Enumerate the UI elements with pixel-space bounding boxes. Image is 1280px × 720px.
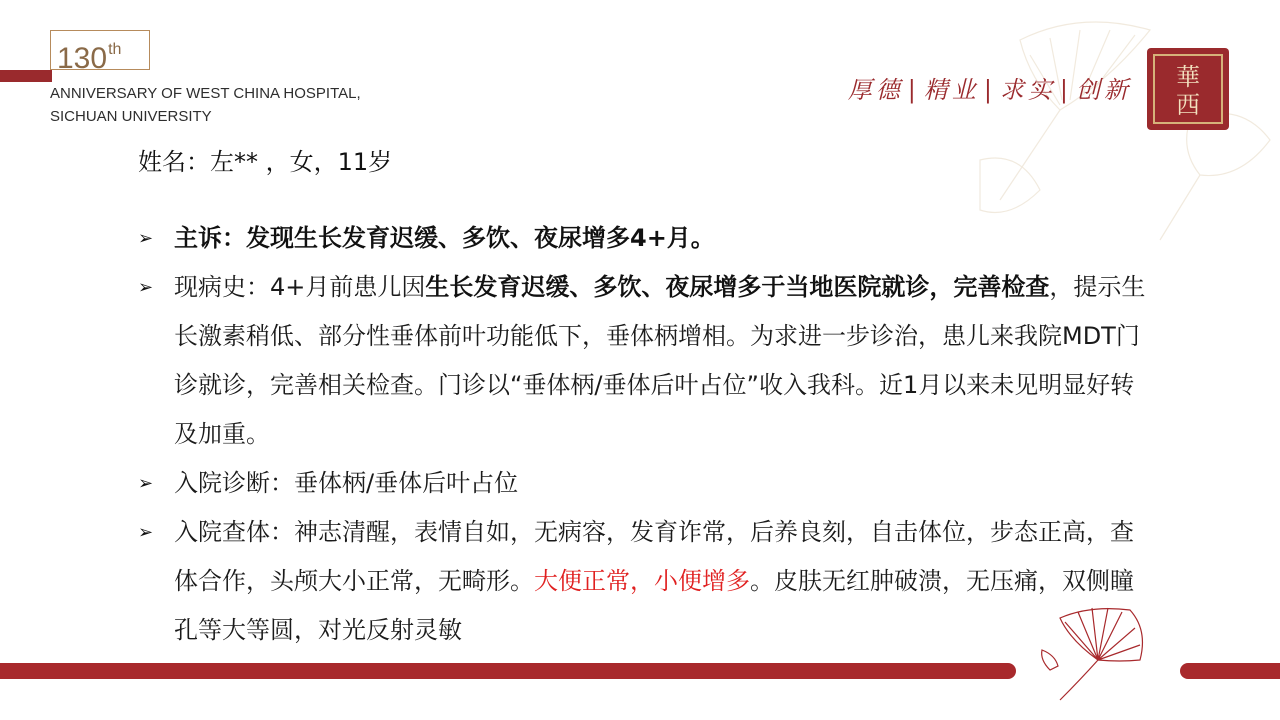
footer-red-bar [0, 663, 1016, 679]
header-red-accent [0, 70, 52, 82]
anniversary-suffix: th [108, 41, 122, 58]
motto-divider: | [983, 76, 996, 104]
arrow-bullet-icon: ➢ [138, 277, 154, 298]
hospital-motto [848, 72, 1132, 108]
arrow-bullet-icon: ➢ [138, 228, 154, 249]
physical-exam-item [138, 508, 1148, 655]
diagnosis-item [138, 459, 1148, 508]
ginkgo-leaf-icon [1020, 600, 1170, 710]
present-history-item [138, 263, 1148, 459]
chief-complaint-text: 主诉：发现生长发育迟缓、多饮、夜尿增多4+月。 [174, 224, 715, 252]
motto-divider: | [907, 76, 920, 104]
diagnosis-text: 入院诊断：垂体柄/垂体后叶占位 [174, 469, 519, 497]
case-bullet-list [138, 214, 1148, 655]
west-china-seal-icon [1146, 47, 1230, 131]
motto-1: 厚德 [847, 76, 904, 104]
motto-divider: | [1059, 76, 1072, 104]
arrow-bullet-icon: ➢ [138, 473, 154, 494]
exam-text-after: 。皮肤无红肿破溃，无压痛，双侧瞳孔等大等圆，对光反射灵敏 [174, 567, 1134, 644]
chief-complaint-item [138, 214, 1148, 263]
anniversary-number: 130 [57, 42, 108, 75]
hospital-name-line2: SICHUAN UNIVERSITY [50, 108, 212, 125]
motto-3: 求实 [999, 76, 1056, 104]
patient-info: 姓名：左** ，女，11岁 [138, 148, 393, 176]
footer-red-bar-right [1180, 663, 1280, 679]
anniversary-badge [50, 30, 150, 75]
exam-text-before: 入院查体：神志清醒，表情自如，无病容，发育诈常，后养良刻，自击体位，步态正高，查体合作，头颅大小正常，无畸形。 [174, 518, 1134, 595]
history-bold-text: 生长发育迟缓、多饮、夜尿增多于当地医院就诊，完善检查 [425, 273, 1050, 301]
arrow-bullet-icon: ➢ [138, 522, 154, 543]
hospital-name-line1: ANNIVERSARY OF WEST CHINA HOSPITAL, [50, 85, 361, 102]
hospital-name [50, 82, 410, 128]
history-rest-text: ，提示生长激素稍低、部分性垂体前叶功能低下，垂体柄增相。为求进一步诊治，患儿来我院MDT门诊就诊，完善相关检查。门诊以“垂体柄/垂体后叶占位”收入我科。近1月以来未见明显好转及加重。 [174, 273, 1146, 448]
motto-4: 创新 [1076, 76, 1132, 104]
history-label: 现病史：4+月前患儿因 [174, 273, 426, 301]
exam-highlight-text: 大便正常，小便增多 [534, 567, 750, 595]
motto-2: 精业 [923, 76, 980, 104]
seal-char-1: 華 [1176, 63, 1200, 91]
seal-char-2: 西 [1176, 91, 1200, 119]
